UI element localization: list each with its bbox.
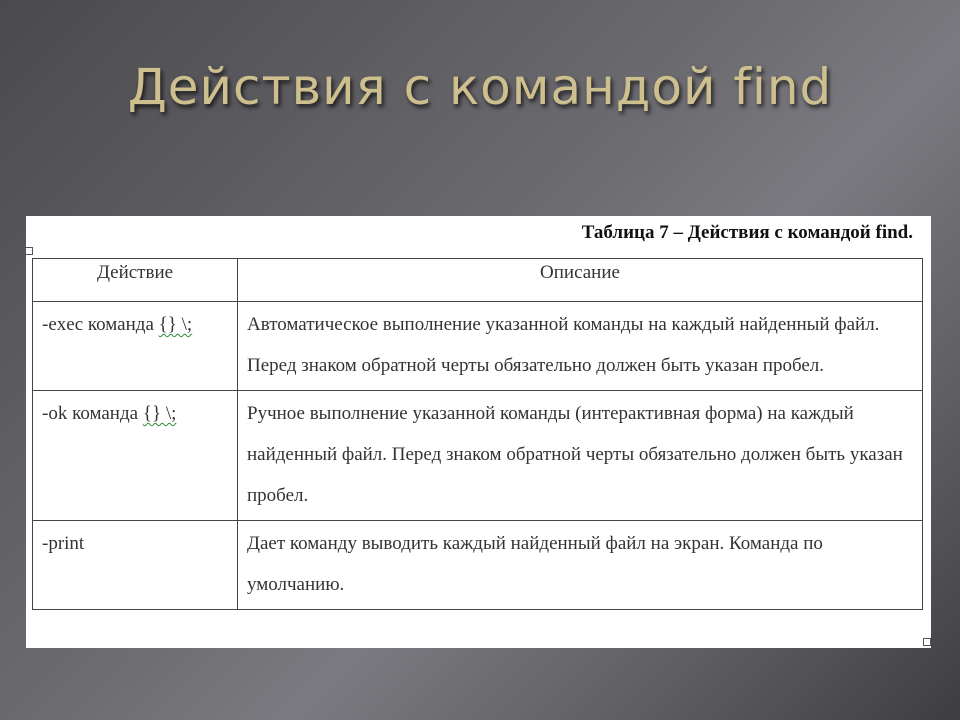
cell-description: Автоматическое выполнение указанной команды на каждый найденный файл. Перед знаком обратной черты обязательно должен быть указан пробел. — [238, 302, 923, 391]
slide-title: Действия с командой find — [127, 58, 833, 116]
cell-description: Дает команду выводить каждый найденный файл на экран. Команда по умолчанию. — [238, 521, 923, 610]
action-text: -exec команда — [42, 314, 159, 335]
cell-action — [33, 391, 238, 521]
cell-action — [33, 302, 238, 391]
find-actions-table — [32, 258, 923, 610]
action-text: -print — [42, 533, 85, 554]
table-row — [33, 521, 923, 610]
table-move-handle[interactable] — [25, 247, 33, 255]
table-caption: Таблица 7 – Действия с командой find. — [581, 222, 913, 243]
table-row — [33, 391, 923, 521]
cell-action — [33, 521, 238, 610]
action-args: {} \; — [142, 403, 177, 424]
action-args: {} \; — [158, 314, 193, 335]
cell-description: Ручное выполнение указанной команды (интерактивная форма) на каждый найденный файл. Перед знаком обратной черты обязательно должен быть указан пробел. — [238, 391, 923, 521]
action-text: -ok команда — [42, 403, 143, 424]
header-action: Действие — [33, 259, 238, 302]
table-row — [33, 302, 923, 391]
header-description: Описание — [238, 259, 923, 302]
table-resize-handle[interactable] — [923, 638, 931, 646]
document-table-image — [26, 216, 931, 648]
table-header-row — [33, 259, 923, 302]
